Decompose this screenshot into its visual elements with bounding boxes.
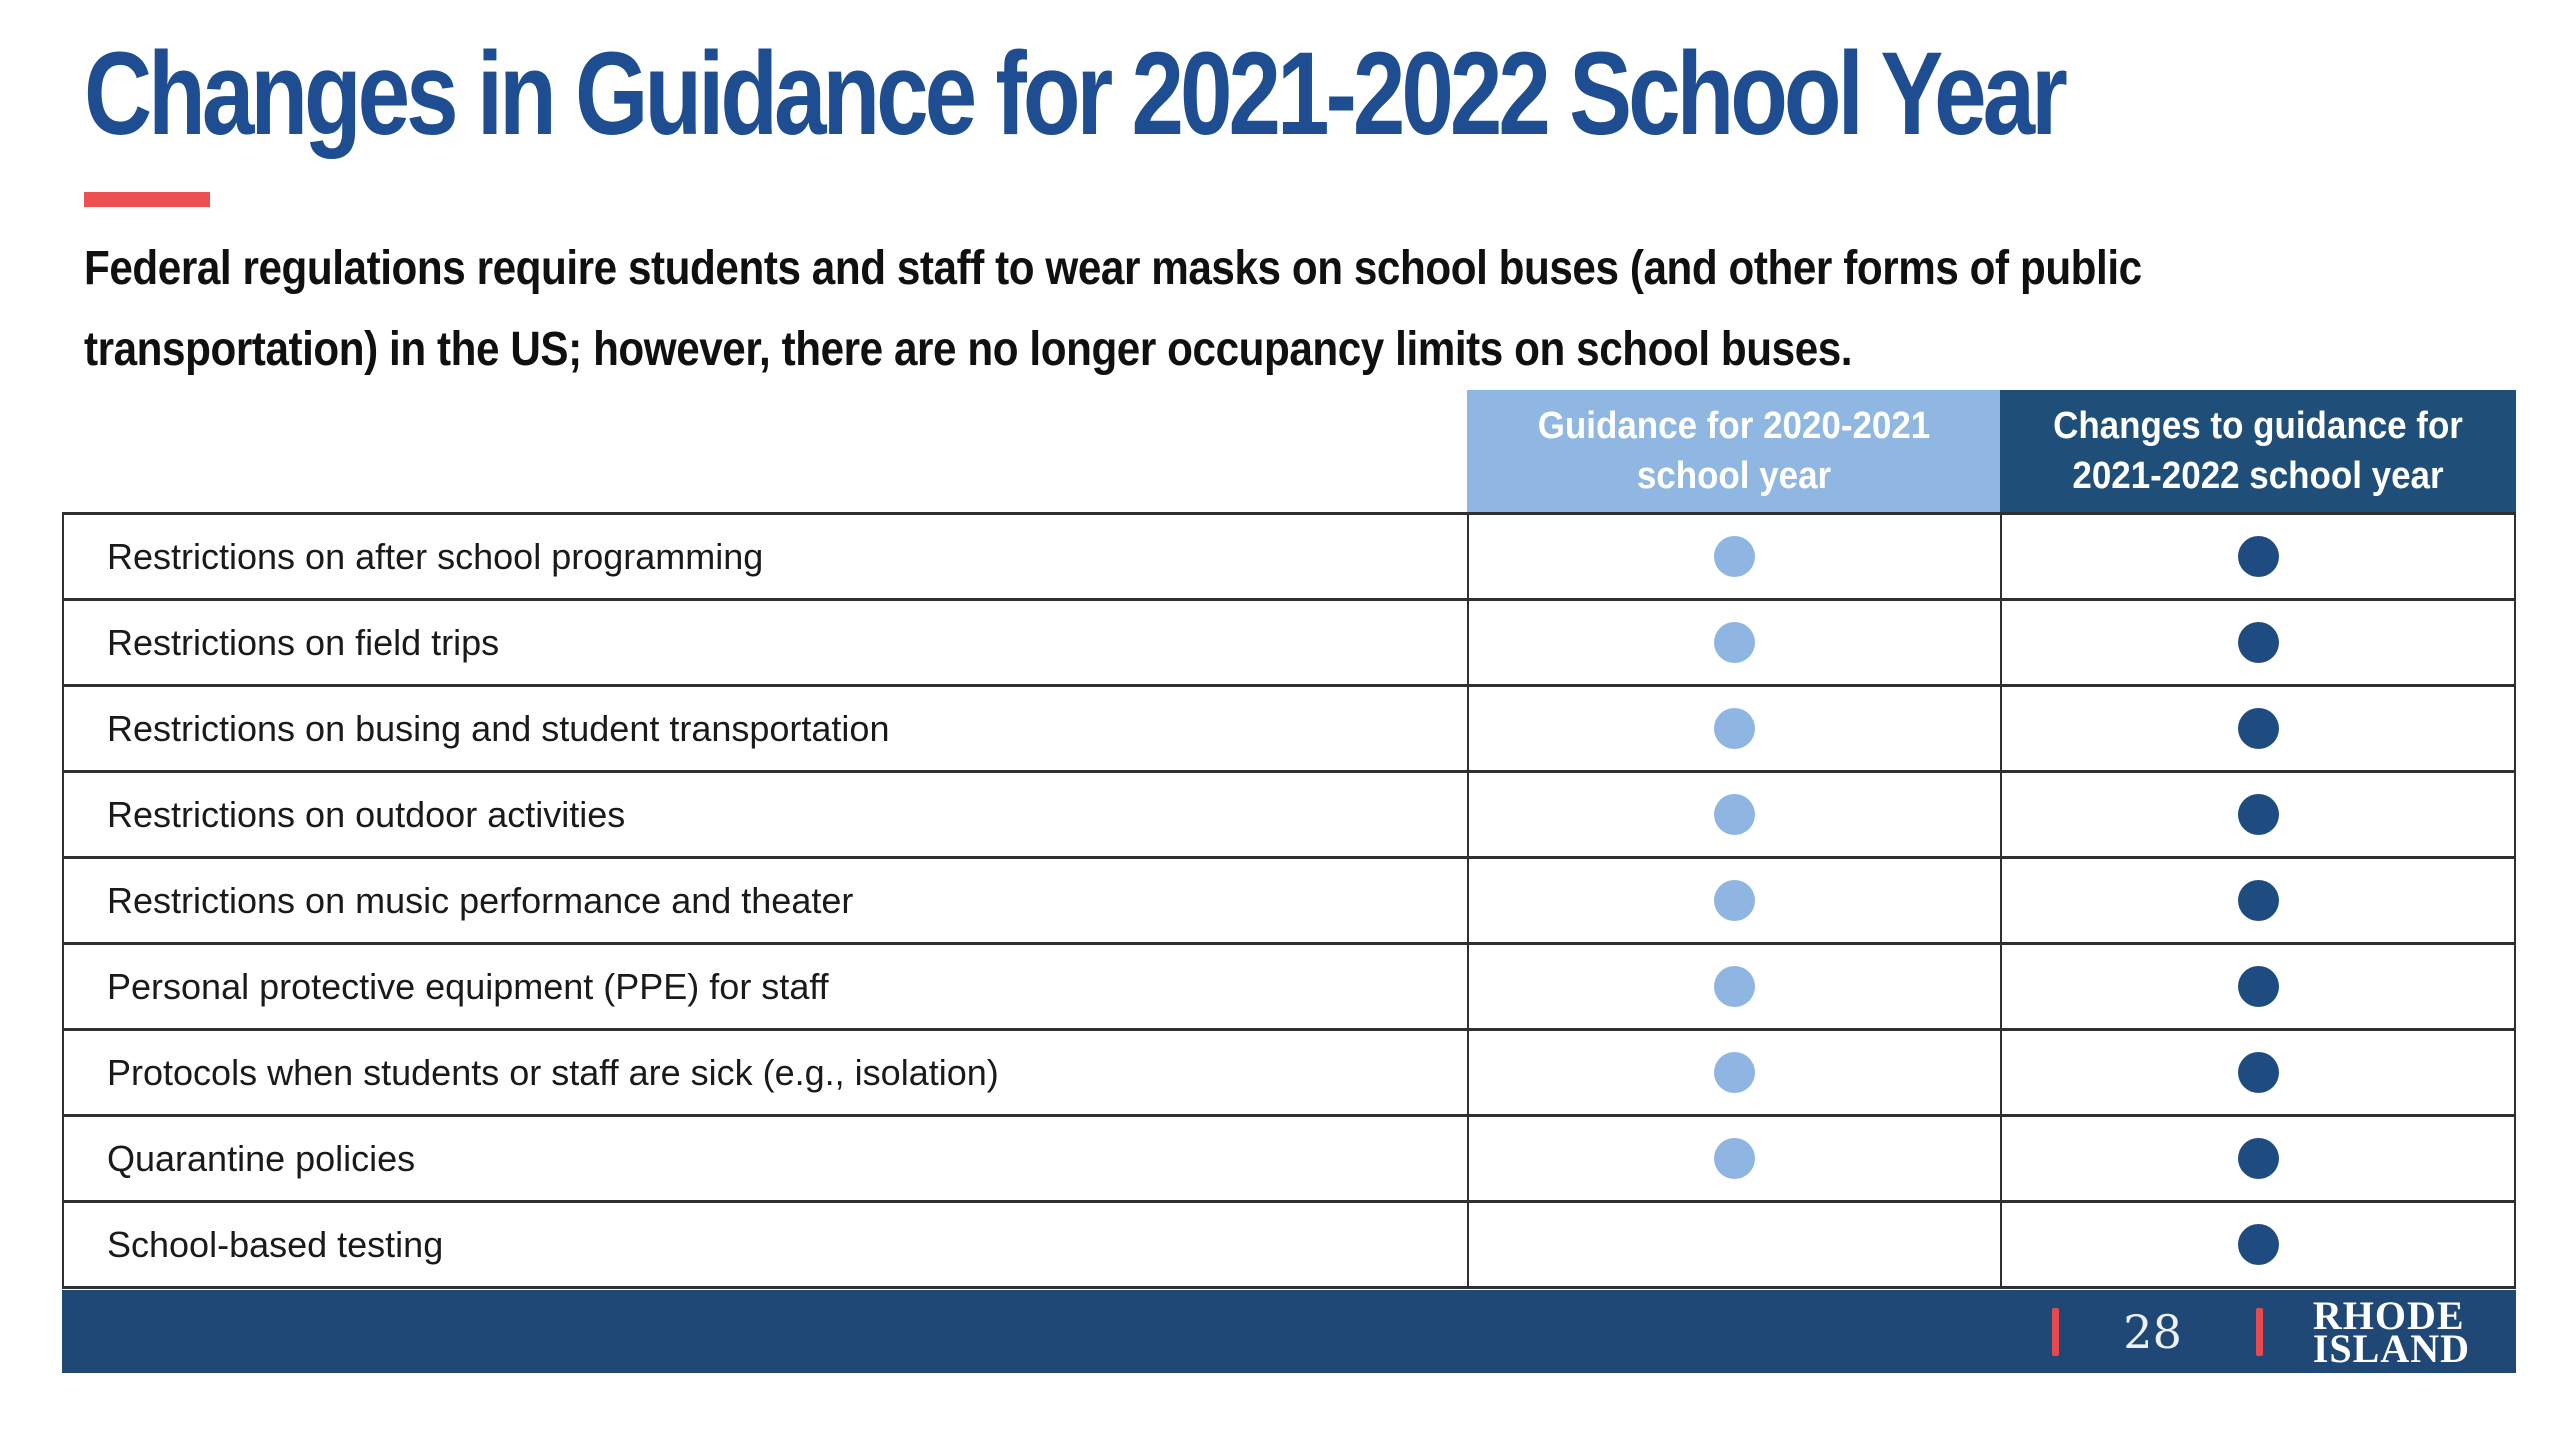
table-row [64,859,2514,945]
row-label: Protocols when students or staff are sick (e.g., isolation) [107,1051,999,1093]
dark-blue-dot-icon [2238,1138,2279,1179]
guidance-2020-2021-cell [1467,1031,2000,1114]
logo-line-2: ISLAND [2312,1325,2470,1371]
table-row [64,687,2514,773]
light-blue-dot-icon [1714,880,1755,921]
row-label: Restrictions on after school programming [107,535,764,577]
table-row [64,1117,2514,1203]
guidance-2020-2021-cell [1467,945,2000,1028]
footer-red-tick-right [2256,1308,2263,1356]
intro-paragraph [84,228,2422,390]
row-label: Quarantine policies [107,1137,416,1179]
row-label: Restrictions on busing and student transportation [107,707,890,749]
changes-2021-2022-cell [2000,687,2514,770]
dark-blue-dot-icon [2238,1052,2279,1093]
intro-line-1: Federal regulations require students and staff to wear masks on school buses (and other forms of public [84,242,2142,295]
table-row [64,1203,2514,1289]
changes-2021-2022-cell [2000,1031,2514,1114]
intro-line-2: transportation) in the US; however, there are no longer occupancy limits on school buses. [84,323,1853,376]
guidance-2020-2021-cell [1467,1117,2000,1200]
changes-2021-2022-cell [2000,945,2514,1028]
row-label: Personal protective equipment (PPE) for staff [107,965,829,1007]
table-row [64,515,2514,601]
guidance-2020-2021-cell [1467,687,2000,770]
light-blue-dot-icon [1714,708,1755,749]
title-underline-accent [84,192,210,207]
page-number: 28 [2123,1304,2182,1359]
light-blue-dot-icon [1714,1052,1755,1093]
row-label: School-based testing [107,1223,444,1265]
guidance-comparison-table [62,390,2516,1289]
light-blue-dot-icon [1714,622,1755,663]
column-header-changes-2021-2022: Changes to guidance for 2021-2022 school year [2000,390,2516,512]
page-title: Changes in Guidance for 2021-2022 School Year [84,28,2064,160]
table-row [64,601,2514,687]
table-body [62,512,2516,1289]
dark-blue-dot-icon [2238,622,2279,663]
changes-2021-2022-cell [2000,773,2514,856]
column-header-guidance-2020-2021: Guidance for 2020-2021 school year [1467,390,2000,512]
guidance-2020-2021-cell [1467,1203,2000,1286]
guidance-2020-2021-cell [1467,515,2000,598]
dark-blue-dot-icon [2238,708,2279,749]
rhode-island-logo [2312,1292,2470,1371]
dark-blue-dot-icon [2238,794,2279,835]
dark-blue-dot-icon [2238,1224,2279,1265]
changes-2021-2022-cell [2000,1117,2514,1200]
changes-2021-2022-cell [2000,515,2514,598]
row-label: Restrictions on music performance and theater [107,879,854,921]
guidance-2020-2021-cell [1467,773,2000,856]
table-row [64,773,2514,859]
light-blue-dot-icon [1714,1138,1755,1179]
logo-line-1: RHODE [2312,1292,2465,1338]
footer-bar [62,1290,2516,1373]
light-blue-dot-icon [1714,794,1755,835]
dark-blue-dot-icon [2238,880,2279,921]
changes-2021-2022-cell [2000,1203,2514,1286]
guidance-2020-2021-cell [1467,601,2000,684]
dark-blue-dot-icon [2238,536,2279,577]
table-row [64,945,2514,1031]
header-spacer [62,390,1467,512]
dark-blue-dot-icon [2238,966,2279,1007]
light-blue-dot-icon [1714,966,1755,1007]
row-label: Restrictions on field trips [107,621,500,663]
light-blue-dot-icon [1714,536,1755,577]
changes-2021-2022-cell [2000,859,2514,942]
table-header-row [62,390,2516,512]
guidance-2020-2021-cell [1467,859,2000,942]
footer-red-tick-left [2052,1308,2059,1356]
row-label: Restrictions on outdoor activities [107,793,626,835]
table-row [64,1031,2514,1117]
changes-2021-2022-cell [2000,601,2514,684]
